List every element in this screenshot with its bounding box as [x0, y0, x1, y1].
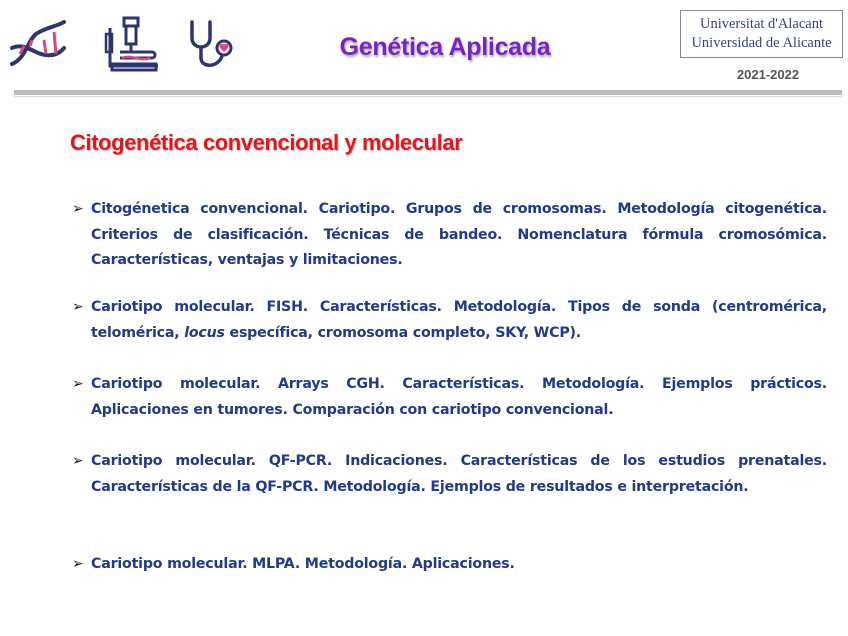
university-logo	[680, 10, 843, 58]
arrow-bullet-icon: ➢	[72, 201, 84, 217]
academic-year: 2021-2022	[736, 67, 800, 82]
list-item-text: Cariotipo molecular. Arrays CGH. Características. Metodología. Ejemplos prácticos. Aplicaciones en tumores. Comparación con cariotipo convencional.	[91, 376, 827, 418]
list-item	[72, 197, 827, 274]
course-title: Genética Aplicada	[339, 33, 551, 61]
dna-icon	[6, 18, 70, 70]
list-item	[72, 295, 827, 346]
list-item-italic-term: locus	[184, 324, 225, 341]
arrow-bullet-icon: ➢	[72, 299, 84, 315]
list-item-text-part: específica, cromosoma completo, SKY, WCP).	[224, 324, 581, 341]
list-item	[72, 552, 827, 578]
header-divider	[14, 90, 842, 95]
university-name-valencian: Universitat d'Alacant	[699, 16, 823, 32]
microscope-icon	[102, 14, 164, 76]
header-icons	[6, 12, 246, 78]
list-item	[72, 372, 827, 423]
header-divider-shadow	[14, 96, 842, 97]
arrow-bullet-icon: ➢	[72, 376, 84, 392]
stethoscope-icon	[186, 18, 242, 74]
list-item-text: Citogénetica convencional. Cariotipo. Grupos de cromosomas. Metodología citogenética. Criterios de clasificación. Técnicas de bandeo. Nomenclatura fórmula cromosómica. Características, ventajas y limitaciones.	[91, 201, 827, 268]
arrow-bullet-icon: ➢	[72, 556, 84, 572]
list-item-text: Cariotipo molecular. QF-PCR. Indicaciones. Características de los estudios prenatales. Características de la QF-PCR. Metodología. Ejemplos de resultados e interpretación.	[91, 453, 827, 495]
arrow-bullet-icon: ➢	[72, 453, 84, 469]
list-item-text: Cariotipo molecular. MLPA. Metodología. Aplicaciones.	[91, 556, 515, 572]
list-item	[72, 449, 827, 500]
section-title: Citogenética convencional y molecular	[70, 130, 463, 155]
list-item-text	[91, 299, 827, 341]
university-name-spanish: Universidad de Alicante	[691, 35, 832, 51]
list-item-text-part: Cariotipo molecular. FISH. Características. Metodología. Tipos de sonda (centromérica, telomérica,	[91, 299, 827, 341]
